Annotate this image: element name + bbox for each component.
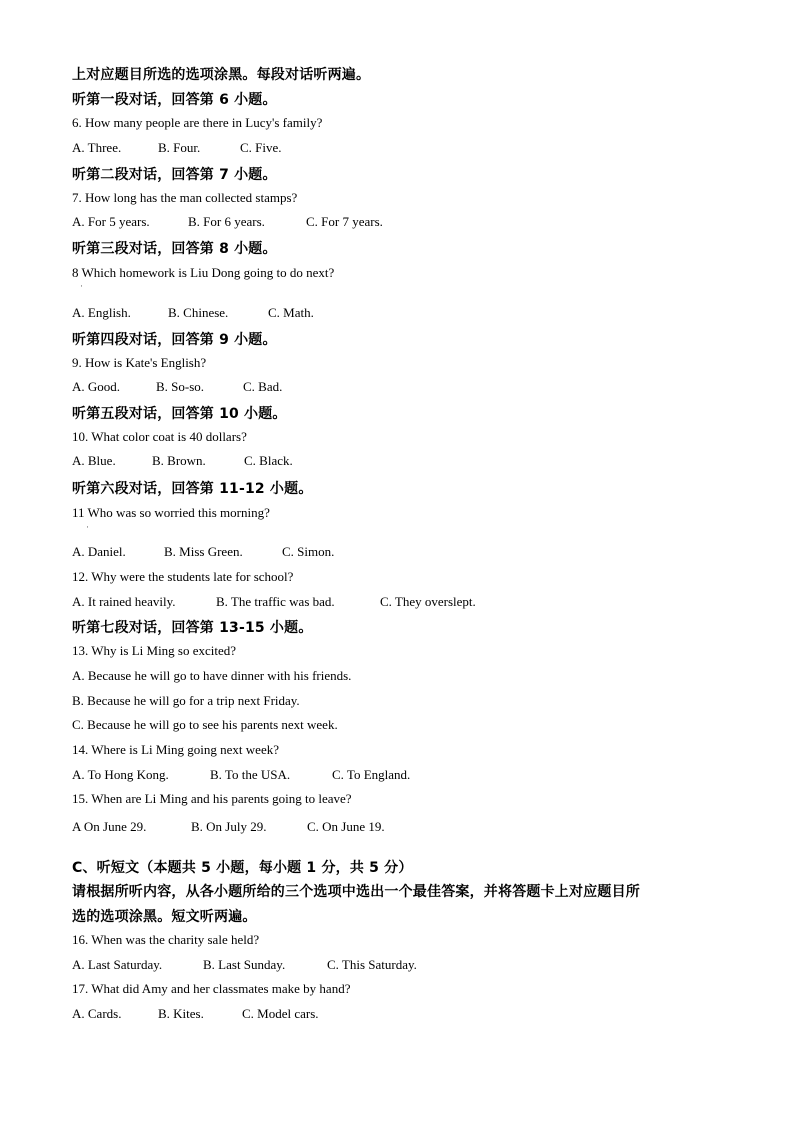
option-9a: A. Good. <box>72 379 121 394</box>
stray-dot-mark: · <box>80 281 83 291</box>
option-14c: C. To England. <box>332 767 411 782</box>
option-14b: B. To the USA. <box>210 767 291 782</box>
option-13c: C. Because he will go to see his parents next week. <box>72 717 338 732</box>
options-11 <box>72 544 334 560</box>
section-heading-7: 听第七段对话，回答第 13-15 小题。 <box>72 620 313 636</box>
option-6a: A. Three. <box>72 140 122 155</box>
option-8a: A. English. <box>72 305 131 320</box>
options-9 <box>72 379 282 395</box>
option-14a: A. To Hong Kong. <box>72 767 169 782</box>
options-6 <box>72 140 282 156</box>
option-17c: C. Model cars. <box>242 1006 319 1021</box>
option-12b: B. The traffic was bad. <box>216 594 335 609</box>
question-15: 15. When are Li Ming and his parents going to leave? <box>72 791 352 806</box>
options-16 <box>72 957 417 973</box>
option-16a: A. Last Saturday. <box>72 957 163 972</box>
option-12a: A. It rained heavily. <box>72 594 176 609</box>
option-6c: C. Five. <box>240 140 282 155</box>
question-10: 10. What color coat is 40 dollars? <box>72 429 247 444</box>
options-15 <box>72 819 385 835</box>
section-heading-1: 听第一段对话，回答第 6 小题。 <box>72 92 277 108</box>
part-c-title: C、听短文（本题共 5 小题，每小题 1 分，共 5 分） <box>72 860 413 876</box>
option-8b: B. Chinese. <box>168 305 229 320</box>
question-8: 8 Which homework is Liu Dong going to do next? <box>72 265 335 280</box>
section-heading-4: 听第四段对话，回答第 9 小题。 <box>72 332 277 348</box>
part-c-instruction-line-1: 请根据所听内容，从各小题所给的三个选项中选出一个最佳答案，并将答题卡上对应题目所 <box>72 884 640 900</box>
section-heading-5: 听第五段对话，回答第 10 小题。 <box>72 406 287 422</box>
intro-text: 上对应题目所选的选项涂黑。每段对话听两遍。 <box>72 67 371 83</box>
options-8 <box>72 305 314 321</box>
option-11c: C. Simon. <box>282 544 335 559</box>
option-16b: B. Last Sunday. <box>203 957 286 972</box>
question-7: 7. How long has the man collected stamps? <box>72 190 298 205</box>
section-heading-3: 听第三段对话，回答第 8 小题。 <box>72 241 277 257</box>
section-heading-2: 听第二段对话，回答第 7 小题。 <box>72 167 277 183</box>
question-17: 17. What did Amy and her classmates make by hand? <box>72 981 351 996</box>
question-9: 9. How is Kate's English? <box>72 355 207 370</box>
options-12 <box>72 594 476 610</box>
question-16: 16. When was the charity sale held? <box>72 932 260 947</box>
option-15a: A On June 29. <box>72 819 147 834</box>
option-13a: A. Because he will go to have dinner with his friends. <box>72 668 352 683</box>
options-10 <box>72 453 293 469</box>
option-7c: C. For 7 years. <box>306 214 383 229</box>
option-9b: B. So-so. <box>156 379 205 394</box>
option-10c: C. Black. <box>244 453 293 468</box>
question-12: 12. Why were the students late for school? <box>72 569 294 584</box>
stray-dot-mark: · <box>86 522 89 532</box>
option-10b: B. Brown. <box>152 453 206 468</box>
options-17 <box>72 1006 319 1022</box>
option-9c: C. Bad. <box>243 379 283 394</box>
part-c-instruction-line-2: 选的选项涂黑。短文听两遍。 <box>72 909 257 925</box>
question-13: 13. Why is Li Ming so excited? <box>72 643 237 658</box>
option-6b: B. Four. <box>158 140 201 155</box>
option-10a: A. Blue. <box>72 453 116 468</box>
option-16c: C. This Saturday. <box>327 957 417 972</box>
option-12c: C. They overslept. <box>380 594 476 609</box>
option-7b: B. For 6 years. <box>188 214 265 229</box>
option-17b: B. Kites. <box>158 1006 204 1021</box>
question-14: 14. Where is Li Ming going next week? <box>72 742 279 757</box>
option-7a: A. For 5 years. <box>72 214 150 229</box>
section-heading-6: 听第六段对话，回答第 11-12 小题。 <box>72 481 313 497</box>
question-11: 11 Who was so worried this morning? <box>72 505 270 520</box>
option-11b: B. Miss Green. <box>164 544 243 559</box>
option-11a: A. Daniel. <box>72 544 126 559</box>
option-8c: C. Math. <box>268 305 314 320</box>
option-17a: A. Cards. <box>72 1006 122 1021</box>
options-14 <box>72 767 410 783</box>
option-13b: B. Because he will go for a trip next Friday. <box>72 693 300 708</box>
option-15c: C. On June 19. <box>307 819 385 834</box>
option-15b: B. On July 29. <box>191 819 267 834</box>
question-6: 6. How many people are there in Lucy's family? <box>72 115 323 130</box>
options-7 <box>72 214 383 230</box>
